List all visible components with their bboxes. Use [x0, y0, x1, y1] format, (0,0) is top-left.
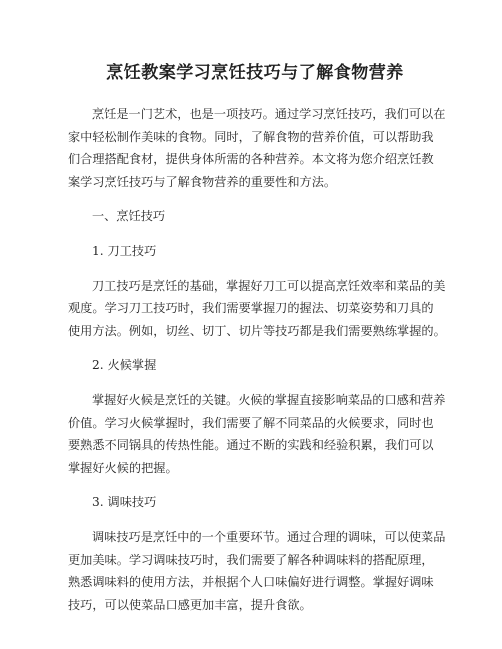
paragraph-line: 掌握好火候的把握。	[68, 460, 178, 475]
paragraph-line: 烹饪是一门艺术，也是一项技巧。通过学习烹饪技巧，我们可以在	[92, 107, 446, 121]
paragraph-seasoning	[68, 526, 446, 616]
paragraph-line: 技巧，可以使菜品口感更加丰富，提升食欲。	[68, 597, 312, 612]
section-heading: 一、烹饪技巧	[92, 209, 166, 224]
paragraph-line: 案学习烹饪技巧与了解食物营养的重要性和方法。	[68, 174, 337, 189]
subsection-heading-heat-control: 2. 火候掌握	[92, 358, 157, 373]
subsection-heading-seasoning: 3. 调味技巧	[92, 495, 157, 510]
intro-paragraph	[68, 103, 446, 193]
paragraph-line: 刀工技巧是烹饪的基础，掌握好刀工可以提高烹饪效率和菜品的美	[92, 278, 446, 293]
paragraph-line: 观度。学习刀工技巧时，我们需要掌握刀的握法、切菜姿势和刀具的	[68, 301, 434, 316]
paragraph-line: 更加美味。学习调味技巧时，我们需要了解各种调味料的搭配原理，	[68, 552, 434, 567]
paragraph-line: 使用方法。例如，切丝、切丁、切片等技巧都是我们需要熟练掌握的。	[68, 323, 446, 338]
paragraph-line: 调味技巧是烹饪中的一个重要环节。通过合理的调味，可以使菜品	[92, 529, 446, 544]
paragraph-line: 们合理搭配食材，提供身体所需的各种营养。本文将为您介绍烹饪教	[68, 152, 434, 167]
paragraph-line: 要熟悉不同锅具的传热性能。通过不断的实践和经验积累，我们可以	[68, 438, 434, 453]
paragraph-line: 掌握好火候是烹饪的关键。火候的掌握直接影响菜品的口感和营养	[92, 392, 446, 407]
subsection-heading-knife-skills: 1. 刀工技巧	[92, 243, 157, 258]
paragraph-line: 熟悉调味料的使用方法，并根据个人口味偏好进行调整。掌握好调味	[68, 575, 434, 590]
paragraph-line: 价值。学习火候掌握时，我们需要了解不同菜品的火候要求，同时也	[68, 415, 434, 430]
document-title: 烹饪教案学习烹饪技巧与了解食物营养	[106, 63, 404, 83]
paragraph-heat-control	[68, 389, 446, 479]
paragraph-line: 家中轻松制作美味的食物。同时，了解食物的营养价值，可以帮助我	[68, 129, 434, 144]
paragraph-knife-skills	[68, 275, 446, 343]
